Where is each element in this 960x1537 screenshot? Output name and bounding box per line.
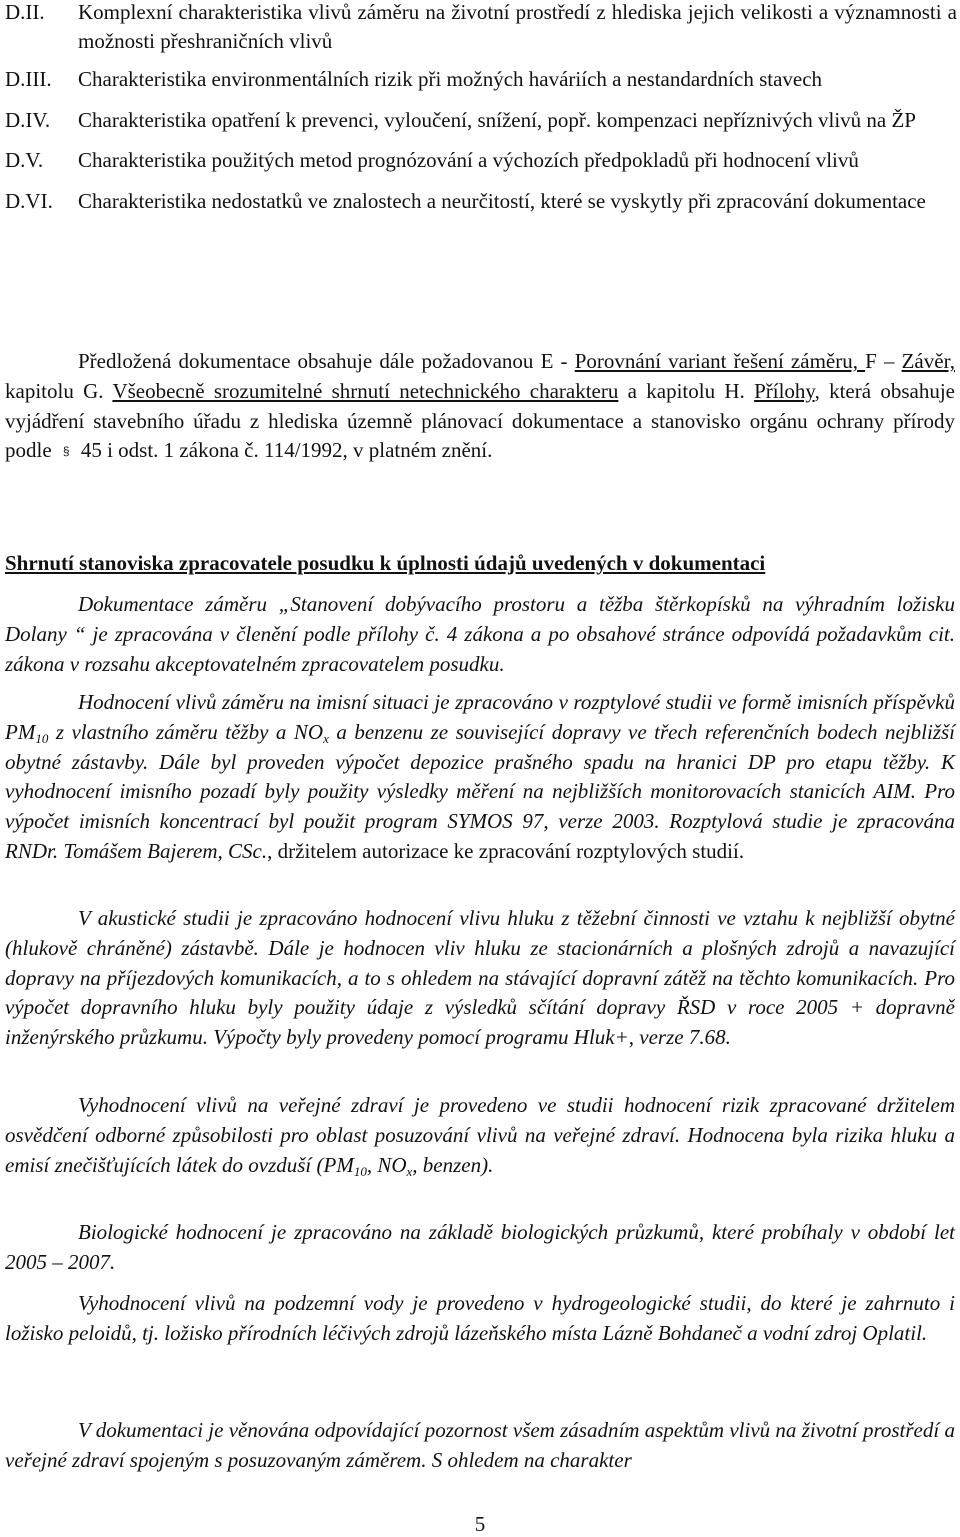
paragraph-6: [5, 1289, 955, 1349]
list-item: [5, 0, 957, 55]
list-item-text: Charakteristika nedostatků ve znalostech a neurčitostí, které se vyskytly při zpracování dokumentace: [78, 188, 926, 213]
paragraph-text: V dokumentaci je věnována odpovídající pozornost všem zásadním aspektům vlivů na životní prostředí a veřejné zdraví spojeným s posuzovaným záměrem. S ohledem na charakter: [5, 1418, 955, 1472]
paragraph-7: [5, 1416, 955, 1476]
intro-text: 45 i odst. 1 zákona č. 114/1992, v platném znění.: [75, 438, 493, 463]
intro-paragraph: [5, 347, 955, 467]
ref-chapter-h: Přílohy: [754, 378, 815, 403]
list-item-number: D.VI.: [5, 188, 53, 213]
intro-text: kapitolu G.: [5, 378, 113, 403]
list-item: [5, 106, 957, 135]
list-item: [5, 146, 957, 175]
list-item-text: Komplexní charakteristika vlivů záměru na životní prostředí z hlediska jejich velikosti a významnosti a možnosti přeshraničních vlivů: [78, 0, 957, 53]
subscript: 10: [353, 1163, 367, 1179]
paragraph-2: [5, 688, 955, 867]
paragraph-4: [5, 1091, 955, 1180]
intro-text: F –: [865, 349, 902, 373]
list-item-number: D.V.: [5, 148, 44, 172]
paragraph-3: [5, 904, 955, 1053]
paragraph-text: V akustické studii je zpracováno hodnocení vlivu hluku z těžební činnosti ve vztahu k nejbližší obytné (hlukově chráněné) zástavbě. Dále je hodnocen vliv hluku ze stacionárních a plošných zdrojů a navazující dopravy na příjezdových komunikacích, a to s ohledem na stávající dopravní zátěž na těchto komunikacích. Pro výpočet dopravního hluku byly použity údaje z výsledků sčítání dopravy ŘSD v roce 2005 + dopravně inženýrského průzkumu. Výpočty byly provedeny pomocí programu Hluk+, verze 7.68.: [5, 906, 955, 1050]
paragraph-text: z vlastního záměru těžby a NO: [48, 719, 324, 744]
subscript: x: [323, 730, 329, 746]
list-item-number: D.III.: [5, 67, 52, 91]
page-number: 5: [474, 1512, 486, 1536]
list-item-number: D.II.: [5, 0, 45, 24]
chapter-list: [5, 0, 957, 227]
paragraph-text: , NO: [366, 1152, 407, 1177]
intro-text: a kapitolu H.: [618, 378, 755, 403]
section-sign: §: [62, 444, 70, 459]
list-item-number: D.IV.: [5, 107, 51, 132]
subscript: 10: [35, 730, 49, 746]
section-heading: Shrnutí stanoviska zpracovatele posudku k úplnosti údajů uvedených v dokumentaci: [5, 551, 766, 575]
paragraph-text: Vyhodnocení vlivů na veřejné zdraví je provedeno ve studii hodnocení rizik zpracované držitelem osvědčení odborné způsobilosti pro oblast posuzování vlivů na veřejné zdraví. Hodnocena byla rizika hluku a emisí znečišťujících látek do ovzduší (PM: [5, 1093, 955, 1177]
paragraph-text: Biologické hodnocení je zpracováno na základě biologických průzkumů, které probíhaly v období let 2005 – 2007.: [5, 1220, 955, 1274]
paragraph-text: , držitelem autorizace ke zpracování rozptylových studií.: [267, 838, 745, 863]
list-item: [5, 65, 957, 94]
intro-text: Předložená dokumentace obsahuje dále požadovanou E -: [78, 349, 575, 373]
list-item-text: Charakteristika opatření k prevenci, vyloučení, snížení, popř. kompenzaci nepříznivých vlivů na ŽP: [78, 107, 916, 132]
ref-chapter-f: Závěr,: [901, 349, 955, 373]
paragraph-text: Hodnocení vlivů záměru na imisní situaci je zpracováno v rozptylové studii ve formě imisních příspěvků PM: [5, 690, 955, 744]
list-item-text: Charakteristika environmentálních rizik při možných haváriích a nestandardních stavech: [78, 67, 823, 91]
ref-chapter-e: Porovnání variant řešení záměru,: [574, 349, 866, 373]
ref-chapter-g: Všeobecně srozumitelné shrnutí netechnického charakteru: [112, 378, 619, 403]
paragraph-text: a benzenu ze související dopravy ve třech referenčních bodech nejbližší obytné zástavby. Dále byl proveden výpočet depozice prašného spadu na hranici DP pro etapu těžby. K vyhodnocení imisního pozadí byly použity výsledky měření na nejbližších monitorovacích stanicích AIM. Pro výpočet imisních koncentrací byl použit program SYMOS 97, verze 2003. Rozptylová studie je zpracována RNDr. Tomášem Bajerem, CSc.: [5, 719, 955, 863]
intro-text: , která obsahuje vyjádření stavebního úřadu z hlediska územně plánovací dokumentace a stanovisko orgánu ochrany přírody podle: [5, 378, 955, 463]
list-item: [5, 187, 957, 216]
paragraph-5: [5, 1218, 955, 1278]
paragraph-text: , benzen).: [412, 1152, 494, 1177]
list-item-text: Charakteristika použitých metod prognózování a výchozích předpokladů při hodnocení vlivů: [78, 148, 859, 172]
subscript: x: [406, 1163, 413, 1179]
paragraph-1: [5, 590, 955, 679]
paragraph-text: Vyhodnocení vlivů na podzemní vody je provedeno v hydrogeologické studii, do které je zahrnuto i ložisko peloidů, tj. ložisko přírodních léčivých zdrojů lázeňského místa Lázně Bohdaneč a vodní zdroj Oplatil.: [5, 1291, 955, 1345]
paragraph-text: Dokumentace záměru „Stanovení dobývacího prostoru a těžba štěrkopísků na výhradním ložisku Dolany “ je zpracována v členění podle přílohy č. 4 zákona a po obsahové stránce odpovídá požadavkům cit. zákona v rozsahu akceptovatelném zpracovatelem posudku.: [5, 592, 955, 676]
